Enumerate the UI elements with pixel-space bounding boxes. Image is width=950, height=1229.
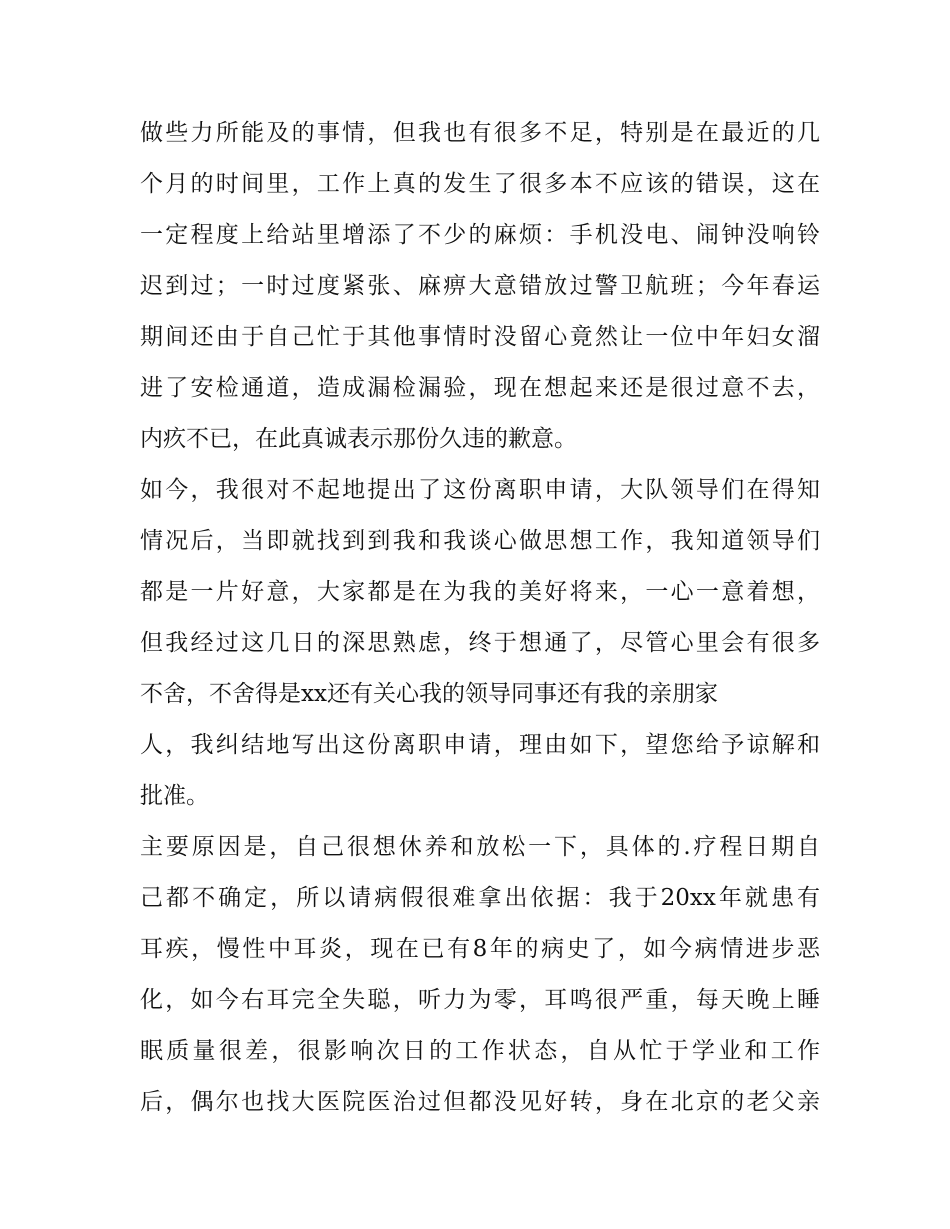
text-line: 情况后，当即就找到到我和我谈心做思想工作，我知道领导们	[140, 528, 820, 554]
body-text	[140, 108, 820, 1128]
text-line: 内疚不已，在此真诚表示那份久违的歉意。	[140, 426, 577, 452]
text-line: 进了安检通道，造成漏检漏验，现在想起来还是很过意不去，	[140, 375, 820, 401]
text-line: 都是一片好意，大家都是在为我的美好将来，一心一意着想，	[140, 579, 820, 605]
text-line: 个月的时间里，工作上真的发生了很多本不应该的错误，这在	[140, 171, 820, 197]
text-line: 但我经过这几日的深思熟虑，终于想通了，尽管心里会有很多	[140, 630, 820, 656]
text-line: 期间还由于自己忙于其他事情时没留心竟然让一位中年妇女溜	[140, 324, 820, 350]
text-line: 人，我纠结地写出这份离职申请，理由如下，望您给予谅解和	[140, 732, 820, 758]
text-line: 后，偶尔也找大医院医治过但都没见好转，身在北京的老父亲	[140, 1089, 820, 1115]
text-line: 迟到过；一时过度紧张、麻痹大意错放过警卫航班；今年春运	[140, 273, 820, 299]
text-line: 主要原因是，自己很想休养和放松一下，具体的.疗程日期自	[140, 834, 820, 860]
text-line: 做些力所能及的事情，但我也有很多不足，特别是在最近的几	[140, 120, 820, 146]
text-line: 耳疾，慢性中耳炎，现在已有8年的病史了，如今病情进步恶	[140, 936, 820, 962]
text-line: 一定程度上给站里增添了不少的麻烦：手机没电、闹钟没响铃	[140, 222, 820, 248]
text-line: 化，如今右耳完全失聪，听力为零，耳鸣很严重，每天晚上睡	[140, 987, 820, 1013]
text-line: 眠质量很差，很影响次日的工作状态，自从忙于学业和工作	[140, 1038, 820, 1064]
text-line: 不舍，不舍得是xx还有关心我的领导同事还有我的亲朋家	[140, 681, 718, 707]
text-line: 批准。	[140, 783, 209, 809]
text-line: 己都不确定，所以请病假很难拿出依据：我于20xx年就患有	[140, 885, 820, 911]
text-line: 如今，我很对不起地提出了这份离职申请，大队领导们在得知	[140, 477, 820, 503]
